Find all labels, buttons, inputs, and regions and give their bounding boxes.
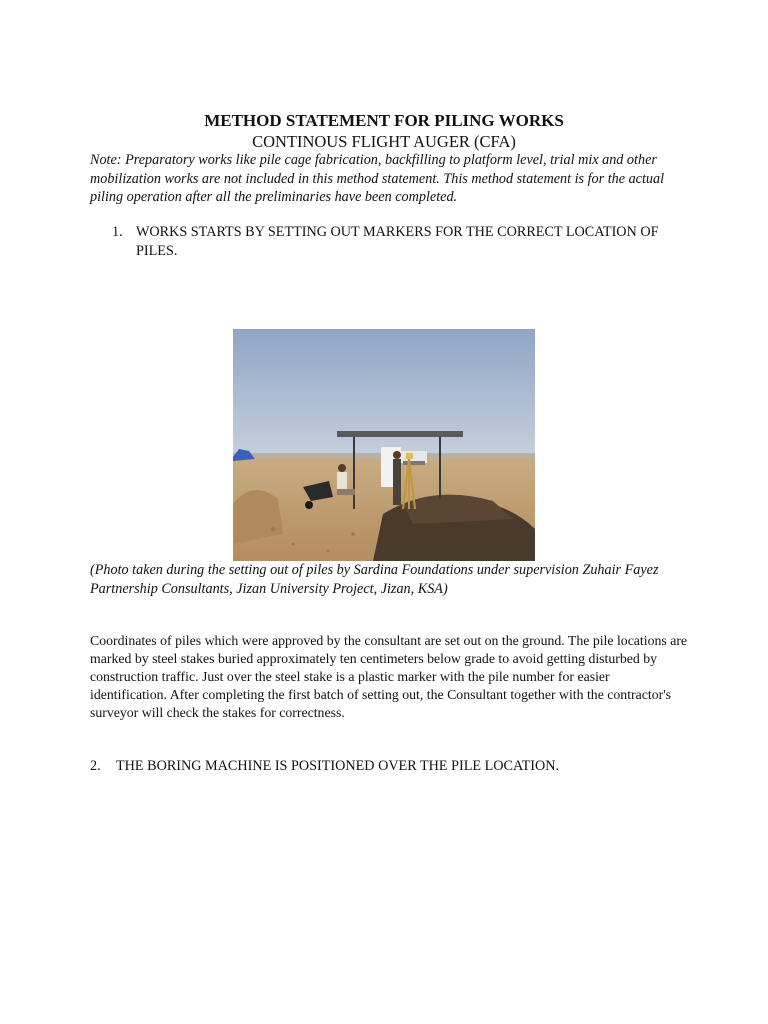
step-2 [90,757,690,776]
photo-canopy-pole-left [353,437,355,509]
setting-out-photo [233,329,535,561]
setting-out-photo-image [233,329,535,561]
step-1 [112,223,692,260]
photo-surveyor-head [393,451,401,459]
photo-surveyor [393,459,401,505]
photo-tripod-instrument [406,453,413,459]
step-2-text: THE BORING MACHINE IS POSITIONED OVER THE PILE LOCATION. [116,758,560,774]
photo-canopy-pole-right [439,437,441,499]
step-1-number: 1. [112,224,123,240]
photo-person-seated-legs [337,489,355,495]
photo-wheelbarrow-wheel [305,501,313,509]
document-title: METHOD STATEMENT FOR PILING WORKS [204,111,564,130]
photo-canopy-roof [337,431,463,437]
document-subtitle: CONTINOUS FLIGHT AUGER (CFA) [252,132,516,151]
preparatory-note: Note: Preparatory works like pile cage fabrication, backfilling to platform level, trial mix and other mobilization works are not included in this method statement. This method statement is for the actual piling operation after all the preliminaries have been completed. [90,152,665,205]
step-2-number: 2. [90,758,101,774]
photo-sky [233,329,535,459]
photo-caption: (Photo taken during the setting out of piles by Sardina Foundations under supervision Zuhair Fayez Partnership Consultants, Jizan University Project, Jizan, KSA) [90,562,659,597]
step-1-text: WORKS STARTS BY SETTING OUT MARKERS FOR THE CORRECT LOCATION OF PILES. [136,224,659,259]
setting-out-paragraph: Coordinates of piles which were approved by the consultant are set out on the ground. The pile locations are marked by steel stakes buried approximately ten centimeters below grade to avoid getting disturbed by construction traffic. Just over the steel stake is a plastic marker with the pile number for easier identification. After completing the first batch of setting out, the Consultant together with the contractor's surveyor will check the stakes for correctness. [90,633,688,720]
photo-person-seated-head [338,464,346,472]
photo-person-seated [337,472,347,490]
photo-truck-bumper [403,461,425,465]
